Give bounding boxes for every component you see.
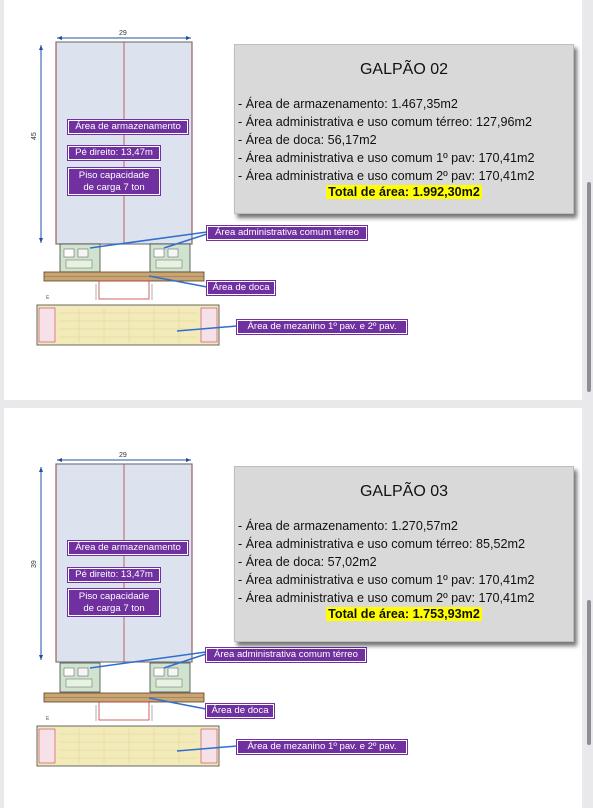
dock-area-label: Área de doca [207, 281, 275, 295]
summary-item: - Área administrativa e uso comum 1º pav: 170,41m2 [238, 151, 535, 165]
summary-box [234, 44, 574, 214]
width-dimension-label: 29 [119, 30, 127, 37]
mezzanine-area-label: Área de mezanino 1º pav. e 2º pav. [237, 740, 407, 754]
slide-galpao-02 [4, 0, 582, 400]
summary-total: Total de área: 1.753,93m2 [328, 607, 480, 621]
slide-galpao-03 [4, 408, 582, 808]
summary-item: - Área de armazenamento: 1.270,57m2 [238, 519, 458, 533]
admin-area-label: Área administrativa comum térreo [207, 226, 367, 240]
summary-item: - Área de armazenamento: 1.467,35m2 [238, 97, 458, 111]
scrollbar-thumb[interactable] [587, 600, 591, 745]
mezzanine-area-label: Área de mezanino 1º pav. e 2º pav. [237, 320, 407, 334]
summary-list [238, 517, 535, 607]
svg-text:E: E [46, 295, 50, 301]
mezzanine-plan [37, 305, 219, 345]
summary-item: - Área administrativa e uso comum 2º pav: 170,41m2 [238, 169, 535, 183]
ceiling-height-label: Pé direito: 13,47m [68, 568, 160, 582]
summary-item: - Área administrativa e uso comum térreo: 85,52m2 [238, 537, 525, 551]
summary-item: - Área de doca: 56,17m2 [238, 133, 377, 147]
scrollbar-thumb[interactable] [587, 182, 591, 392]
dock-area-label: Área de doca [206, 704, 274, 718]
summary-item: - Área administrativa e uso comum 2º pav: 170,41m2 [238, 591, 535, 605]
width-dimension-label: 29 [119, 452, 127, 459]
summary-list [238, 95, 535, 185]
summary-item: - Área administrativa e uso comum 1º pav: 170,41m2 [238, 573, 535, 587]
summary-title: GALPÃO 03 [359, 483, 449, 500]
floor-capacity-label: Piso capacidade de carga 7 ton [68, 168, 160, 195]
summary-title: GALPÃO 02 [359, 61, 449, 78]
svg-text:E: E [46, 716, 50, 722]
summary-box [234, 466, 574, 642]
storage-area-label: Área de armazenamento [68, 120, 188, 134]
storage-area-label: Área de armazenamento [68, 541, 188, 555]
height-dimension-label: 39 [31, 560, 38, 568]
height-dimension-label: 45 [31, 132, 38, 140]
floor-capacity-label: Piso capacidade de carga 7 ton [68, 589, 160, 616]
summary-item: - Área de doca: 57,02m2 [238, 555, 377, 569]
summary-total: Total de área: 1.992,30m2 [328, 185, 480, 199]
mezzanine-plan [37, 726, 219, 766]
ceiling-height-label: Pé direito: 13,47m [68, 146, 160, 160]
admin-area-label: Área administrativa comum térreo [206, 648, 366, 662]
summary-item: - Área administrativa e uso comum térreo: 127,96m2 [238, 115, 532, 129]
admin-block-right [150, 663, 190, 692]
